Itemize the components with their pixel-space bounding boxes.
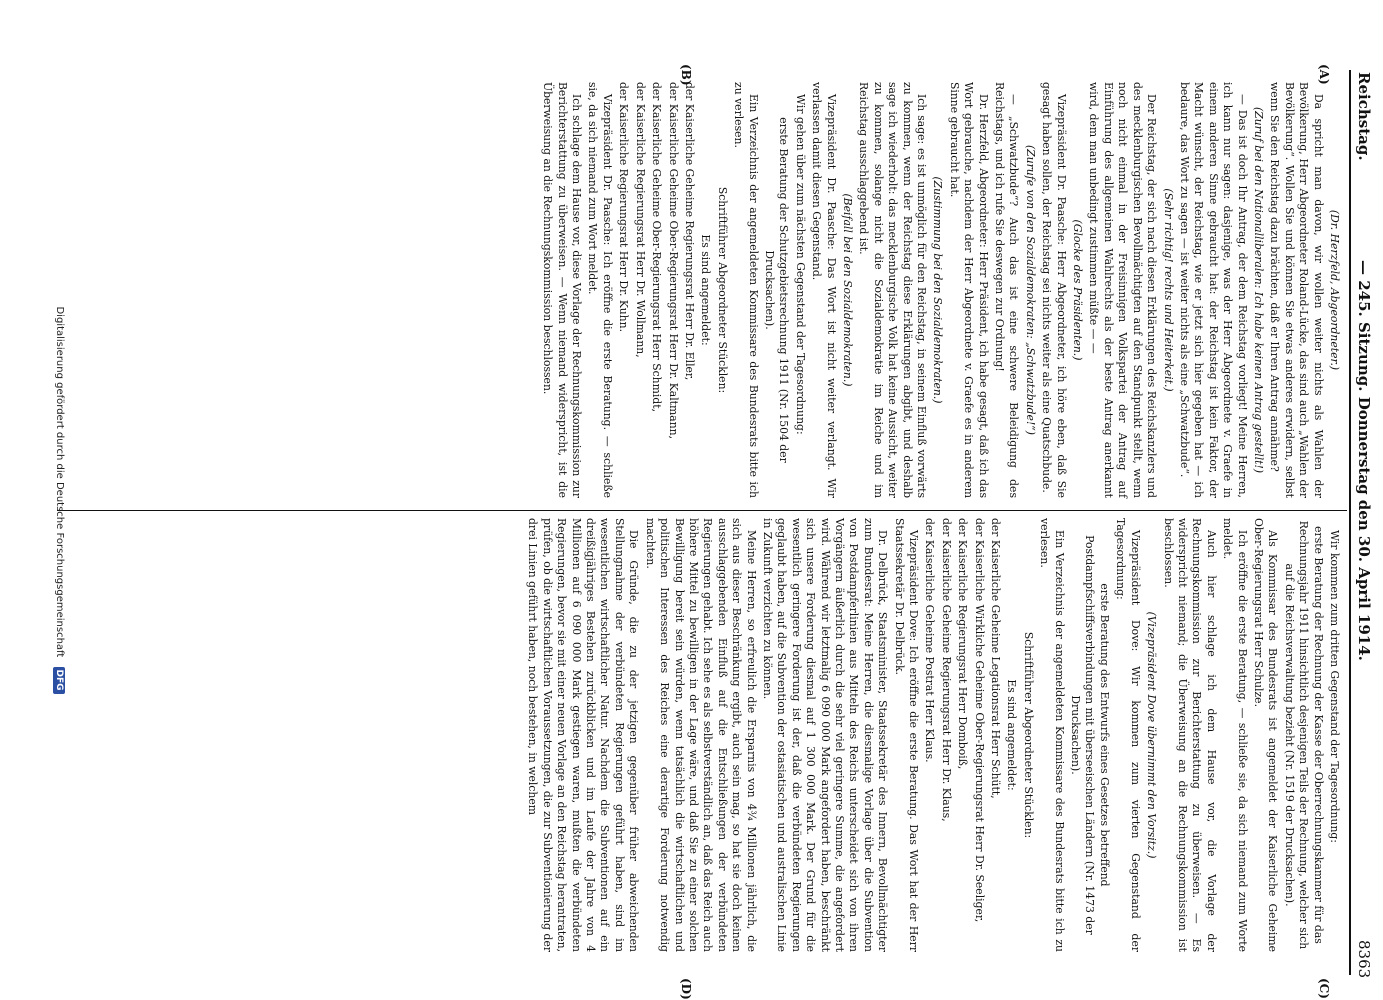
paragraph: (Sehr richtig! rechts und Heiterkeit.)	[1161, 188, 1175, 392]
paragraph: Es sind angemeldet:	[699, 234, 713, 346]
paragraph: Als Kommissar des Bundesrats ist angemeldet der Kaiserliche Geheime Ober-Regierungsrat Herr Schulze.	[1251, 518, 1280, 952]
paragraph: der Kaiserliche Geheime Ober-Regierungsrat Herr Dr. Kaltmann,	[666, 82, 680, 440]
paragraph: — Das ist doch Ihr Antrag, der dem Reichstag vorliegt! Meine Herren, ich kann nur sagen: dasjenige, was der Herr Abgeordnete v. Graefe in einem anderen Sinne gebraucht hat: der Reichstag ist kein Faktor, der Macht wünscht, der Reichstag, wie er jetzt sich hier gegeben hat — ich bedaure, das Wort zu sagen — ist weiter nichts als eine „Schwatzbude“.	[1177, 82, 1249, 498]
paragraph: der Kaiserliche Geheime Postrat Herr Klaus.	[923, 518, 937, 763]
paragraph: (Dr. Herzfeld, Abgeordneter.)	[1328, 209, 1341, 371]
paragraph: Der Reichstag, der sich nach diesen Erklärungen des Reichskanzlers und des mecklenburgischen Bevollmächtigten auf den Standpunkt stellt, wenn noch nicht einmal in der Freisinnigen Volkspartei der Antrag auf Einführung des allgemeinen Wahlrechts als der beste Antrag anerkannt wird, dem man unbedingt zustimmen müßte — —	[1087, 82, 1159, 498]
paragraph: Ein Verzeichnis der angemeldeten Kommissare des Bundesrats bitte ich zu verlesen.	[1038, 518, 1066, 952]
paragraph: der Kaiserliche Geheime Legationsrat Herr Schütt,	[989, 518, 1003, 799]
header-left: Reichstag.	[1355, 72, 1373, 161]
paragraph: der Kaiserliche Regierungsrat Herr Dr. Kuhn.	[617, 82, 631, 333]
paragraph: (Vizepräsident Dove übernimmt den Vorsitz.)	[1145, 611, 1159, 859]
paragraph: (Zurufe von den Sozialdemokraten: „Schwatzbude!“)	[1023, 144, 1037, 436]
paragraph: Wir kommen zum dritten Gegenstand der Tagesordnung:	[1328, 530, 1341, 843]
paragraph: Die Gründe, die zu der jetzigen gegenüber früher abweichenden Stellungnahme der verbündeten Regierungen geführt haben, sind im wesentlichen wirtschaftlicher Natur. Nachdem die Subventionen auf ein dreißigjähriges Bestehen zurückblicken und im Laufe der Jahre von 4 Millionen auf 6 090 000 Mark gestiegen waren, mußten die verbündeten Regierungen, bevor sie mit einer neuen Vorlage an den Reichstag herantraten, prüfen, ob die wirtschaftlichen Voraussetzungen, die zur Subventionierung der drei Linien geführt haben, noch bestehen, in welchem	[526, 518, 641, 952]
paragraph: (Beifall bei den Sozialdemokraten.)	[841, 193, 854, 387]
margin-mark-b: (B)	[679, 64, 693, 86]
paragraph: Vizepräsident Dr. Paasche: Das Wort ist nicht weiter verlangt. Wir verlassen damit diesen Gegenstand.	[810, 82, 838, 498]
page-number: 8363	[1355, 940, 1373, 979]
margin-mark-c: (C)	[1317, 978, 1331, 999]
paragraph: Dr. Delbrück, Staatsminister, Staatssekretär des Innern, Bevollmächtigter zum Bundesrat: Meine Herren, die diesmalige Vorlage über die Subvention von Postdampferlinien aus Mitteln des Reichs unterscheidet sich von ihren Vorgängern äußerlich durch die sehr viel geringere Summe, die angefordert wird. Während wir letztmalig 6 090 000 Mark angefordert haben, beschränkt sich unsere Forderung diesmal auf 1 300 000 Mark. Der Grund für die wesentlich geringere Forderung ist der, daß die verbündeten Regierungen geglaubt haben, auf die Subvention der ostasiatischen und australischen Linie in Zukunft verzichten zu können.	[760, 518, 890, 952]
right-column	[523, 518, 1341, 952]
left-column	[538, 82, 1341, 498]
paragraph: der Kaiserliche Regierungsrat Herr Dr. Wollmann,	[633, 82, 647, 358]
paragraph: (Glocke des Präsidenten.)	[1071, 219, 1085, 361]
paragraph: der Kaiserliche Geheime Ober-Regierungsrat Herr Schmidt,	[650, 82, 664, 412]
paragraph: erste Beratung der Rechnung der Kasse der Oberrechnungskammer für das Rechnungsjahr 1911 hinsichtlich desjenigen Teils der Rechnung, welcher sich auf die Reichsverwaltung bezieht (Nr. 1519 der Drucksachen).	[1282, 520, 1325, 950]
header-center: — 245. Sitzung. Donnerstag den 30. April 1914.	[1355, 260, 1373, 661]
paragraph: Meine Herren, so erfreulich die Ersparnis von 4¾ Millionen jährlich, die sich aus dieser Beschränkung ergibt, auch sein mag, so hat sie doch keinen ausschlaggebenden Einfluß auf die Entschließungen der verbündeten Regierungen gehabt. Ich sehe es als selbstverständlich an, daß das Reich auch höhere Mittel zu bewilligen in der Lage wäre, und daß Sie zu einer solchen Bewilligung bereit sein würden, wenn tatsächlich die wirtschaftlichen und politischen Interessen des Reiches eine derartige Forderung notwendig machten.	[643, 518, 758, 952]
paragraph: Vizepräsident Dove: Ich eröffne die erste Beratung. Das Wort hat der Herr Staatssekretär Dr. Delbrück.	[892, 518, 921, 952]
paragraph: (Zustimmung bei den Sozialdemokraten.)	[931, 176, 945, 404]
paragraph: erste Beratung des Entwurfs eines Gesetzes betreffend Postdampfschiffsverbindungen mit überseeischen Ländern (Nr. 1473 der Drucksachen).	[1069, 535, 1111, 935]
paragraph: der Kaiserliche Regierungsrat Herr Domboiß,	[956, 518, 970, 770]
footer-text: Digitalisierung gefördert durch die Deutsche Forschungsgemeinschaft	[54, 306, 65, 658]
paragraph: Wir gehen über zum nächsten Gegenstand der Tagesordnung:	[793, 94, 807, 435]
paragraph: Vizepräsident Dr. Paasche: Ich eröffne die erste Beratung. — schließe sie, da sich niemand zum Wort meldet.	[586, 82, 614, 498]
paragraph: Ich sage: es ist unmöglich für den Reichstag, in seinem Einfluß vorwärts zu kommen, wenn der Reichstag diese Erklärungen abgibt, und deshalb sage ich wiederholt: das mecklenburgische Volk hat keine Aussicht, weiter zu kommen, solange nicht die Sozialdemokratie im Reiche und im Reichstag ausschlaggebend ist.	[857, 82, 929, 498]
paragraph: Es sind angemeldet:	[1005, 679, 1019, 791]
header-rule	[1349, 70, 1351, 975]
paragraph: Vizepräsident Dr. Paasche: Herr Abgeordneter, ich höre eben, daß Sie gesagt haben sollen, der Reichstag sei nichts weiter als eine Quatschbude.	[1040, 82, 1068, 498]
paragraph: Ich schlage dem Hause vor, diese Vorlage der Rechnungskommission zur Berichterstattung zu überweisen. — Wenn niemand widerspricht, ist die Überweisung an die Rechnungskommission beschlossen.	[541, 82, 584, 498]
paragraph: erste Beratung der Schutzgebietsrechnung 1911 (Nr. 1504 der Drucksachen).	[762, 117, 791, 463]
paragraph: Vizepräsident Dove: Wir kommen zum vierten Gegenstand der Tagesordnung:	[1114, 518, 1142, 952]
paragraph: Da spricht man davon, wir wollen weiter nichts als Wahlen der Bevölkerung, Herr Abgeordneter Roland-Lücke, das sind auch „Wahlen der Bevölkerung“. Wollen Sie und können Sie etwas anderes erwidern, selbst wenn Sie den Reichstag dazu brächten, daß er Ihren Antrag annähme?	[1268, 82, 1325, 498]
footer	[53, 0, 65, 1000]
paragraph: Schriftführer Abgeordneter Stücklen:	[715, 186, 729, 394]
paragraph: Dr. Herzfeld, Abgeordneter: Herr Präsident, ich habe gesagt, daß ich das Wort gebrauche, nachdem der Herr Abgeordnete v. Graefe es in anderem Sinne gebraucht hat.	[947, 82, 990, 498]
paragraph: Ich eröffne die erste Beratung, — schließe sie, da sich niemand zum Worte meldet.	[1221, 518, 1249, 952]
paragraph: der Kaiserliche Geheime Regierungsrat Herr Dr. Eller,	[682, 82, 696, 381]
paragraph: Auch hier schlage ich dem Hause vor, die Vorlage der Rechnungskommission zur Berichterstattung zu überweisen. — Es widerspricht niemand; die Überweisung an die Rechnungskommission ist beschlossen.	[1161, 518, 1218, 952]
margin-mark-d: (D)	[679, 978, 693, 1000]
paragraph: — „Schwatzbude“? Auch das ist eine schwere Beleidigung des Reichstags, und ich rufe Sie deswegen zur Ordnung!	[993, 82, 1021, 498]
paragraph: (Zuruf bei den Nationalliberalen: Ich habe keinen Antrag gestellt!)	[1251, 106, 1265, 474]
dfg-logo: DFG	[53, 667, 65, 694]
margin-mark-a: (A)	[1317, 64, 1331, 85]
paragraph: der Kaiserliche Wirkliche Geheime Ober-Regierungsrat Herr Dr. Seeliger,	[972, 518, 986, 923]
paragraph: Ein Verzeichnis der angemeldeten Kommissare des Bundesrats bitte ich zu verlesen.	[732, 82, 760, 498]
paragraph: Schriftführer Abgeordneter Stücklen:	[1021, 631, 1035, 839]
paragraph: der Kaiserliche Geheime Regierungsrat Herr Dr. Klaus,	[939, 518, 953, 822]
column-divider	[57, 510, 1347, 511]
